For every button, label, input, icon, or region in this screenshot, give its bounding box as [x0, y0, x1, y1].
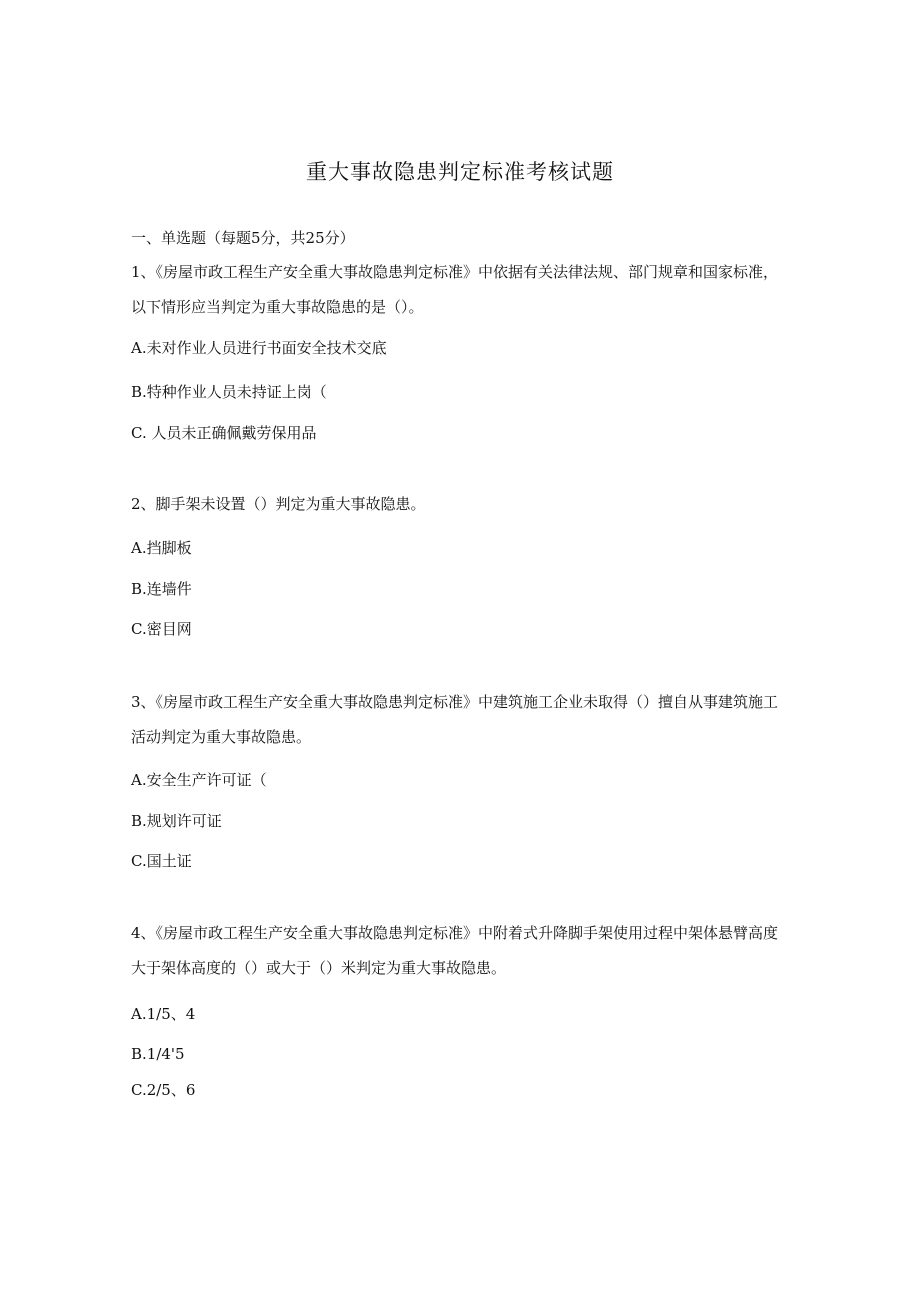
question-1-stem: 1、《房屋市政工程生产安全重大事故隐患判定标准》中依据有关法律法规、部门规章和国家标准，以下情形应当判定为重大事故隐患的是（）。: [131, 263, 779, 316]
question-1-option-a: A.未对作业人员进行书面安全技术交底: [131, 339, 387, 357]
question-3-option-c: C.国土证: [131, 852, 192, 870]
question-4-option-c: C.2/5、6: [131, 1081, 196, 1099]
question-3-option-a: A.安全生产许可证（: [131, 771, 267, 789]
question-2-stem: 2、脚手架未设置（）判定为重大事故隐患。: [131, 495, 426, 513]
section-heading: 一、单选题（每题5分，共25分）: [131, 229, 355, 247]
page-title: 重大事故隐患判定标准考核试题: [306, 160, 614, 184]
question-2-option-b: B.连墙件: [131, 580, 192, 598]
question-4-option-b: B.1/4'5: [131, 1045, 185, 1063]
question-4-stem: 4、《房屋市政工程生产安全重大事故隐患判定标准》中附着式升降脚手架使用过程中架体悬臂高度大于架体高度的（）或大于（）米判定为重大事故隐患。: [131, 924, 779, 977]
question-2-option-c: C.密目网: [131, 620, 192, 638]
question-3-stem: 3、《房屋市政工程生产安全重大事故隐患判定标准》中建筑施工企业未取得（）擅自从事建筑施工活动判定为重大事故隐患。: [131, 693, 779, 746]
question-3-option-b: B.规划许可证: [131, 812, 222, 830]
question-1-option-c: C. 人员未正确佩戴劳保用品: [131, 424, 317, 442]
question-2-option-a: A.挡脚板: [131, 539, 192, 557]
question-1-option-b: B.特种作业人员未持证上岗（: [131, 383, 327, 401]
question-4-option-a: A.1/5、4: [131, 1005, 196, 1023]
